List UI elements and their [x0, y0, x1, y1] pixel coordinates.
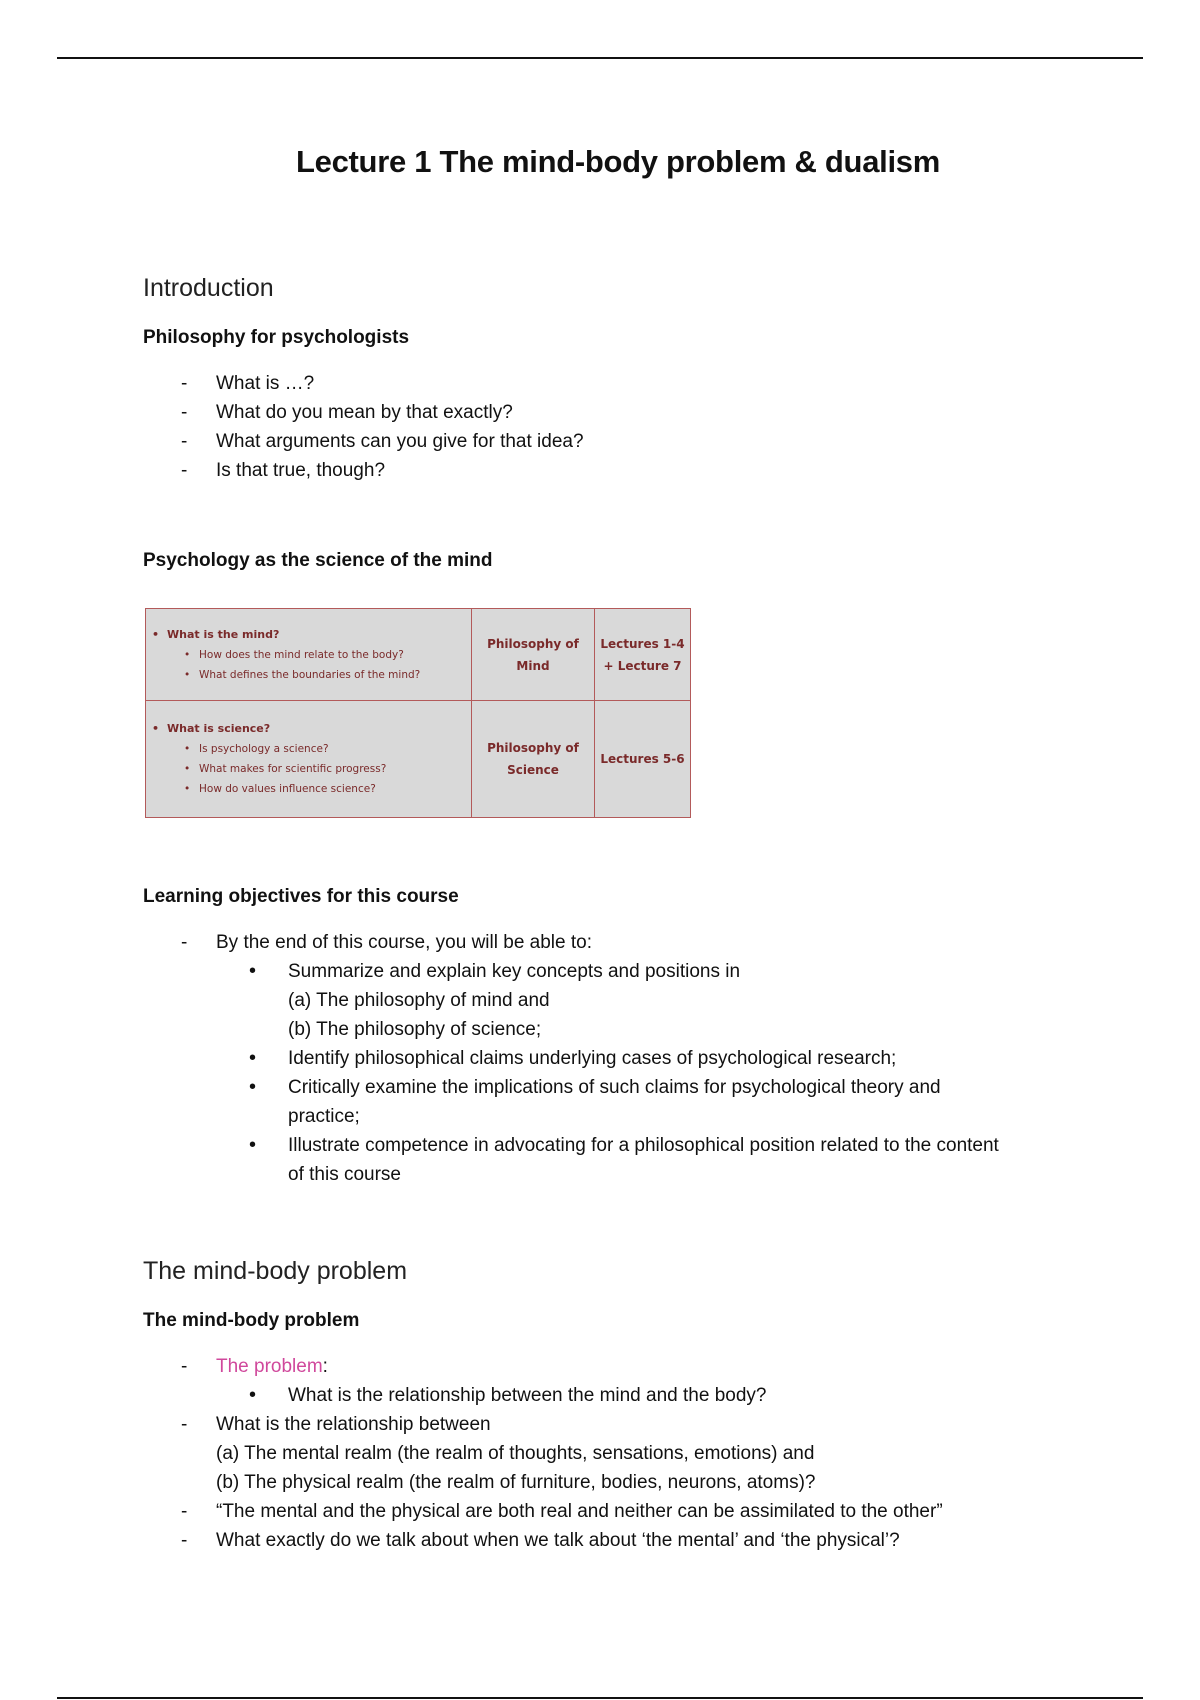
list-item: (a) The philosophy of mind and: [288, 990, 550, 1011]
list-item: • Summarize and explain key concepts and positions in: [143, 957, 1003, 986]
list-item: • Critically examine the implications of such claims for psychological theory and practice;: [143, 1073, 1003, 1131]
table-cell-field: Philosophy of Science: [472, 701, 595, 818]
table-row: [146, 609, 691, 701]
table-subquestion: • How do values influence science?: [152, 779, 465, 799]
list-item: - What is the relationship between: [143, 1410, 1033, 1439]
intro-question-list: [143, 369, 584, 485]
subheading-mind-body-problem: The mind-body problem: [143, 1310, 360, 1331]
list-item: • Identify philosophical claims underlying cases of psychological research;: [143, 1044, 1003, 1073]
table-subquestion: • How does the mind relate to the body?: [152, 645, 465, 665]
objectives-list: [143, 928, 1003, 1189]
table-cell-questions: [146, 609, 472, 701]
table-question: • What is science?: [152, 719, 465, 739]
list-item: (b) The philosophy of science;: [288, 1019, 542, 1040]
table-cell-questions: [146, 701, 472, 818]
bottom-rule: [57, 1697, 1143, 1699]
list-item: - What is …?: [143, 369, 584, 398]
list-item: - The problem:: [143, 1352, 1033, 1381]
problem-label: The problem: [216, 1356, 323, 1377]
list-item: (b) The physical realm (the realm of furniture, bodies, neurons, atoms)?: [216, 1472, 816, 1493]
course-overview-table: [145, 608, 691, 818]
list-item: • Illustrate competence in advocating for a philosophical position related to the content of this course: [143, 1131, 1003, 1189]
list-item: - By the end of this course, you will be able to:: [143, 928, 1003, 957]
section-heading-mind-body: The mind-body problem: [143, 1257, 408, 1285]
table-subquestion: • What makes for scientific progress?: [152, 759, 465, 779]
table-cell-lectures: Lectures 5-6: [595, 701, 691, 818]
list-item: - Is that true, though?: [143, 456, 584, 485]
subheading-philosophy-for-psychologists: Philosophy for psychologists: [143, 327, 410, 348]
list-item: - “The mental and the physical are both real and neither can be assimilated to the other”: [143, 1497, 1033, 1526]
top-rule: [57, 57, 1143, 59]
page-title: Lecture 1 The mind-body problem & dualism: [296, 144, 940, 179]
table-row: [146, 701, 691, 818]
subheading-psychology-science: Psychology as the science of the mind: [143, 550, 493, 571]
mind-body-list: [143, 1352, 1033, 1555]
list-item: (a) The mental realm (the realm of thoughts, sensations, emotions) and: [216, 1443, 815, 1464]
table-cell-field: Philosophy of Mind: [472, 609, 595, 701]
table-subquestion: • Is psychology a science?: [152, 739, 465, 759]
list-item: • What is the relationship between the mind and the body?: [143, 1381, 1033, 1410]
table-subquestion: • What defines the boundaries of the mind?: [152, 665, 465, 685]
table-cell-lectures: Lectures 1-4 + Lecture 7: [595, 609, 691, 701]
list-item: - What arguments can you give for that idea?: [143, 427, 584, 456]
list-item: - What do you mean by that exactly?: [143, 398, 584, 427]
list-item: - What exactly do we talk about when we talk about ‘the mental’ and ‘the physical’?: [143, 1526, 1033, 1555]
section-heading-introduction: Introduction: [143, 274, 274, 302]
table-question: • What is the mind?: [152, 625, 465, 645]
subheading-learning-objectives: Learning objectives for this course: [143, 886, 459, 907]
